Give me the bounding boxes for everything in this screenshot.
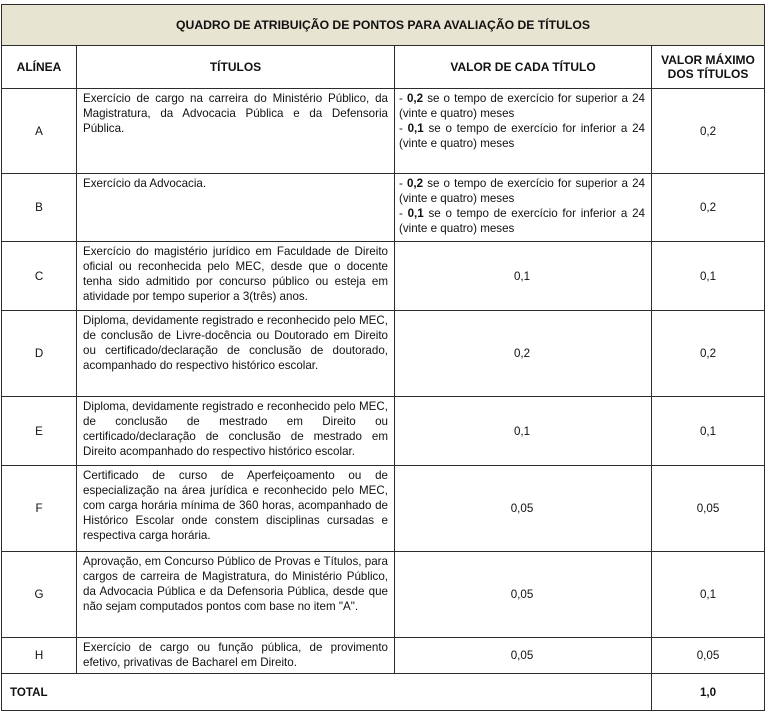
- titulo-cell: Diploma, devidamente registrado e reconhecido pelo MEC, de conclusão de mestrado em Direito ou certificado/declaração de conclusão de mestrado em Direito acompanhado do respectivo histórico escolar.: [77, 397, 395, 466]
- alinea-cell: B: [2, 174, 77, 242]
- total-label: TOTAL: [2, 674, 652, 711]
- valor-maximo-cell: 0,05: [652, 638, 765, 674]
- rule-dash: -: [399, 122, 408, 135]
- titles-points-table: [1, 4, 765, 711]
- titulo-cell: Diploma, devidamente registrado e reconhecido pelo MEC, de conclusão de Livre-docência ou Doutorado em Direito ou certificado/declaração de conclusão de doutorado, acompanhado do respectivo histórico escolar.: [77, 311, 395, 397]
- rule-text: se o tempo de exercício for inferior a 24 (vinte e quatro) meses: [399, 122, 645, 150]
- valor-cell: 0,1: [395, 242, 652, 311]
- valor-cell: 0,2: [395, 311, 652, 397]
- table-row: [2, 89, 765, 174]
- header-valor-maximo-line1: VALOR MÁXIMO: [661, 53, 755, 67]
- table-row: [2, 397, 765, 466]
- rule-text: se o tempo de exercício for inferior a 24 (vinte e quatro) meses: [399, 207, 645, 235]
- rule-value: 0,2: [406, 177, 424, 190]
- valor-maximo-cell: 0,05: [652, 466, 765, 552]
- table-row: [2, 311, 765, 397]
- titulo-cell: Exercício do magistério jurídico em Faculdade de Direito oficial ou reconhecida pelo MEC, desde que o docente tenha sido admitido por concurso público ou esteja em atividade por tempo superior a 3(três) anos.: [77, 242, 395, 311]
- titulo-cell: Exercício de cargo ou função pública, de provimento efetivo, privativas de Bacharel em Direito.: [77, 638, 395, 674]
- valor-maximo-cell: 0,2: [652, 89, 765, 174]
- titulo-cell: Aprovação, em Concurso Público de Provas e Títulos, para cargos de carreira de Magistratura, do Ministério Público, da Advocacia Pública e da Defensoria Pública, desde que não sejam computados pontos com base no item "A".: [77, 552, 395, 638]
- valor-rule-line: [399, 206, 645, 236]
- table-row: [2, 174, 765, 242]
- rule-dash: -: [399, 177, 407, 190]
- valor-maximo-cell: 0,1: [652, 552, 765, 638]
- rule-value: 0,1: [407, 207, 424, 220]
- table-row: [2, 242, 765, 311]
- header-valor-maximo-line2: DOS TÍTULOS: [667, 67, 749, 81]
- titulo-cell: Certificado de curso de Aperfeiçoamento ou de especialização na área jurídica e reconhecido pelo MEC, com carga horária mínima de 360 horas, acompanhado de Histórico Escolar onde constem disciplinas cursadas e respectiva carga horária.: [77, 466, 395, 552]
- table-caption-row: [2, 5, 765, 46]
- valor-maximo-cell: 0,2: [652, 174, 765, 242]
- alinea-cell: E: [2, 397, 77, 466]
- table-row: [2, 466, 765, 552]
- valor-maximo-cell: 0,1: [652, 397, 765, 466]
- alinea-cell: A: [2, 89, 77, 174]
- total-value: 1,0: [652, 674, 765, 711]
- valor-cell: 0,05: [395, 638, 652, 674]
- alinea-cell: G: [2, 552, 77, 638]
- valor-cell: 0,05: [395, 466, 652, 552]
- header-valor-cada: VALOR DE CADA TÍTULO: [395, 46, 652, 89]
- valor-cell: [395, 89, 652, 174]
- header-row: [2, 46, 765, 89]
- valor-rule-line: [399, 121, 645, 151]
- titulo-cell: Exercício de cargo na carreira do Ministério Público, da Magistratura, da Advocacia Pública e da Defensoria Pública.: [77, 89, 395, 174]
- header-titulos: TÍTULOS: [77, 46, 395, 89]
- rule-text: se o tempo de exercício for superior a 24 (vinte e quatro) meses: [399, 177, 645, 205]
- table-row: [2, 638, 765, 674]
- valor-cell: 0,1: [395, 397, 652, 466]
- header-alinea: ALÍNEA: [2, 46, 77, 89]
- rule-text: se o tempo de exercício for superior a 24 (vinte e quatro) meses: [399, 92, 645, 120]
- rule-value: 0,1: [407, 122, 424, 135]
- total-row: [2, 674, 765, 711]
- table-row: [2, 552, 765, 638]
- valor-cell: [395, 174, 652, 242]
- header-valor-maximo: [652, 46, 765, 89]
- valor-cell: 0,05: [395, 552, 652, 638]
- valor-maximo-cell: 0,1: [652, 242, 765, 311]
- titulo-cell: Exercício da Advocacia.: [77, 174, 395, 242]
- rule-dash: -: [399, 207, 408, 220]
- table-title: QUADRO DE ATRIBUIÇÃO DE PONTOS PARA AVALIAÇÃO DE TÍTULOS: [2, 5, 765, 46]
- valor-maximo-cell: 0,2: [652, 311, 765, 397]
- alinea-cell: D: [2, 311, 77, 397]
- alinea-cell: C: [2, 242, 77, 311]
- valor-rule-line: [399, 176, 645, 206]
- alinea-cell: F: [2, 466, 77, 552]
- rule-value: 0,2: [406, 92, 424, 105]
- valor-rule-line: [399, 91, 645, 121]
- rule-dash: -: [399, 92, 407, 105]
- alinea-cell: H: [2, 638, 77, 674]
